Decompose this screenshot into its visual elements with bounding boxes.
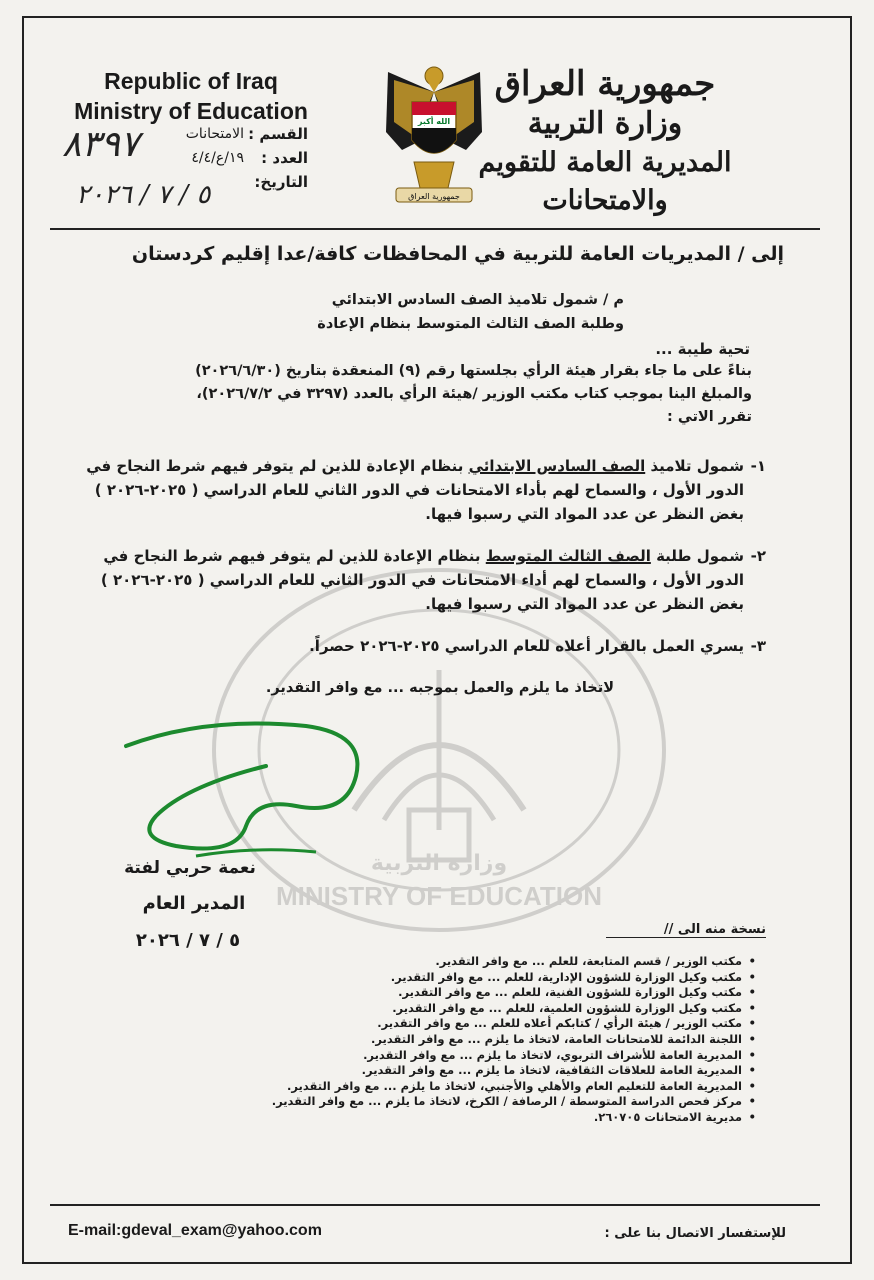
item-text-post: بنظام الإعادة للذين لم يتوفر فيهم شرط النجاح في الدور الأول ، والسماح لهم أداء الامتحانات في الدور الثاني للعام الدراسي ( ٢٠٢٥-٢٠٢٦ ) بغض النظر عن عدد المواد التي رسبوا فيها. (100, 547, 744, 613)
item-number: ٣- (750, 637, 766, 655)
item-text (74, 544, 744, 616)
contact-email: E-mail:gdeval_exam@yahoo.com (68, 1222, 322, 1239)
item-text-pre: شمول طلبة (650, 547, 744, 565)
copies-list-item: • المديرية العامة للعلاقات الثقافية، لاتخاذ ما يلزم ... مع وافر التقدير. (196, 1063, 756, 1079)
english-letterhead (66, 66, 316, 126)
greeting: تحية طيبة ... (655, 340, 750, 358)
arabic-letterhead (440, 64, 770, 220)
item-text-pre: يسري العمل بالقرار أعلاه للعام الدراسي ٢٠٢٥-٢٠٢٦ حصراً. (309, 637, 744, 655)
header-divider (50, 228, 820, 230)
copies-list-item: • مكتب وكيل الوزارة للشؤون الإدارية، للعلم ... مع وافر التقدير. (196, 970, 756, 986)
copies-list-item: • مكتب وكيل الوزارة للشؤون الفنية، للعلم ... مع وافر التقدير. (196, 985, 756, 1001)
item-text-underlined: الصف الثالث المتوسط (485, 547, 651, 565)
copies-list-item: • المديرية العامة للتعليم العام والأهلي والأجنبي، لاتخاذ ما يلزم ... مع وافر التقدير. (196, 1079, 756, 1095)
item-number: ٢- (750, 547, 766, 565)
arabic-ministry: وزارة التربية (527, 106, 683, 141)
signatory-title: المدير العام (142, 893, 246, 914)
copies-list-item: • مركز فحص الدراسة المتوسطة / الرصافة / الكرخ، لاتخاذ ما يلزم ... مع وافر التقدير. (196, 1094, 756, 1110)
item-text-post: بنظام الإعادة للذين لم يتوفر فيهم شرط النجاح في الدور الأول ، والسماح لهم بأداء الامتحانات في الدور الثاني للعام الدراسي ( ٢٠٢٥-٢٠٢٦ ) بغض النظر عن عدد المواد التي رسبوا فيها. (86, 457, 744, 523)
copies-list-item: • مديرية الامتحانات ٢٦٠٧٠٥. (196, 1110, 756, 1126)
footer-divider (50, 1204, 820, 1206)
number-value: ١٩/ع/٤/٤ (191, 150, 244, 166)
intro-line-2: والمبلغ الينا بموجب كتاب مكتب الوزير /هيئة الرأي بالعدد (٣٢٩٧ في ٢٠٢٦/٧/٢)، (196, 386, 752, 402)
copies-list-item: • مكتب الوزير / هيئة الرأي / كتابكم أعلاه للعلم ... مع وافر التقدير. (196, 1016, 756, 1032)
handwritten-number: ٨٣٩٧ (62, 124, 140, 165)
copies-list-item: • المديرية العامة للأشراف التربوي، لاتخاذ ما يلزم ... مع وافر التقدير. (196, 1048, 756, 1064)
addressee-line: إلى / المديريات العامة للتربية في المحافظات كافة/عدا إقليم كردستان (131, 243, 784, 265)
copies-list-item: • مكتب الوزير / قسم المتابعة، للعلم ... مع وافر التقدير. (196, 954, 756, 970)
signature-date: ٥ / ٧ / ٢٠٢٦ (135, 930, 241, 951)
number-label: العدد : (261, 149, 308, 167)
copies-list-item: • مكتب وكيل الوزارة للشؤون العلمية، للعلم ... مع وافر التقدير. (196, 1001, 756, 1017)
intro-line-3: تقرر الاتي : (666, 409, 752, 425)
subject-line-2: وطلبة الصف الثالث المتوسط بنظام الإعادة (317, 316, 624, 332)
copies-list (196, 954, 756, 1126)
english-country: Republic of Iraq (104, 68, 278, 94)
subject-block (124, 288, 624, 336)
subject-line-1: م / شمول تلاميذ الصف السادس الابتدائي (331, 292, 624, 308)
item-text-pre: شمول تلاميذ (645, 457, 744, 475)
signatory-name: نعمة حربي لفتة (124, 858, 256, 878)
item-text (74, 634, 744, 658)
handwritten-date: ٥ / ٧ / ٢٠٢٦ (76, 180, 211, 210)
closing-line: لاتخاذ ما يلزم والعمل بموجبه ... مع وافر التقدير. (265, 680, 614, 696)
signature-scribble (116, 706, 376, 866)
seal-text-en: MINISTRY OF EDUCATION (276, 881, 602, 911)
item-number: ١- (750, 457, 766, 475)
decision-item-2 (66, 544, 766, 616)
item-text-underlined: الصف السادس الابتدائي (468, 457, 646, 475)
dept-label: القسم : (248, 125, 308, 143)
date-label: التاريخ: (254, 173, 308, 191)
dept-value: الامتحانات (185, 126, 244, 142)
item-text (74, 454, 744, 526)
seal-text-ar: وزارة التربية (370, 851, 508, 876)
iraq-eagle-emblem-icon (384, 62, 484, 212)
arabic-directorate: المديرية العامة للتقويم والامتحانات (478, 147, 732, 216)
emblem-scroll-text: جمهورية العراق (408, 192, 460, 201)
decision-item-3 (66, 634, 766, 658)
english-ministry: Ministry of Education (74, 98, 308, 124)
copies-list-item: • اللجنة الدائمة للامتحانات العامة، لاتخاذ ما يلزم ... مع وافر التقدير. (196, 1032, 756, 1048)
intro-line-1: بناءً على ما جاء بقرار هيئة الرأي بجلستها رقم (٩) المنعقدة بتاريخ (٢٠٢٦/٦/٣٠) (195, 363, 752, 379)
decision-item-1 (66, 454, 766, 526)
emblem-banner-text: الله أكبر (417, 117, 451, 126)
intro-paragraph (92, 360, 752, 429)
inquiry-label: للإستفسار الاتصال بنا على : (604, 1226, 786, 1241)
copies-heading: نسخة منه الى // (606, 922, 766, 938)
arabic-country: جمهورية العراق (494, 64, 716, 104)
